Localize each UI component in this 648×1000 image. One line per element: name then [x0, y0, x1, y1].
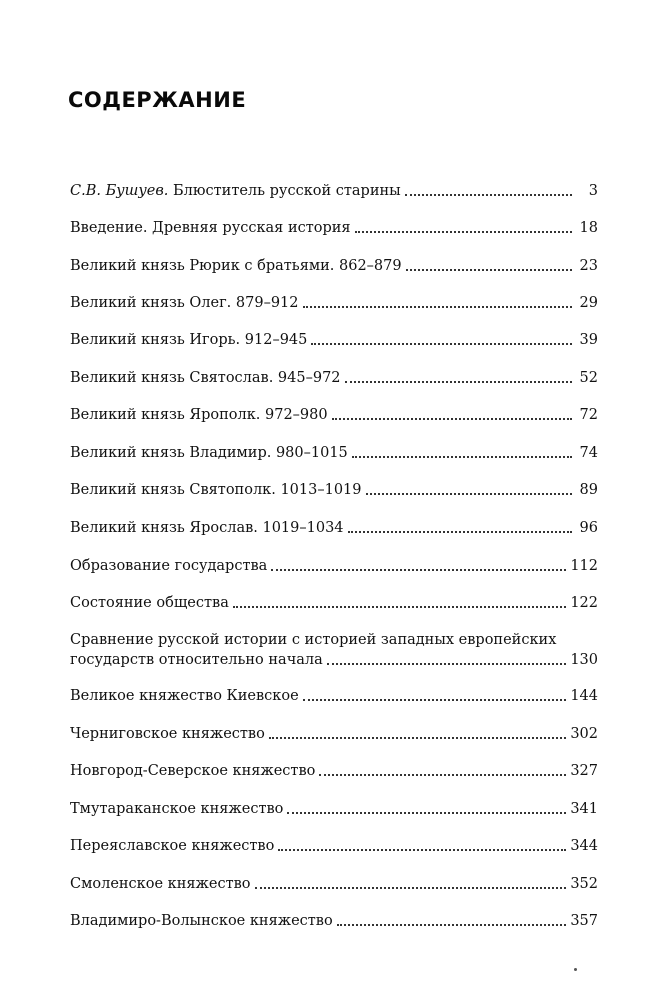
toc-entry-page: 52 [579, 370, 598, 386]
toc-entry-page: 341 [570, 801, 598, 817]
toc-entry [70, 593, 598, 613]
dot-leader [348, 531, 572, 533]
toc-entry-title: Смоленское княжество [70, 876, 251, 892]
toc-entry [70, 556, 598, 576]
dot-leader [327, 663, 567, 665]
dot-leader [337, 924, 567, 926]
toc-entry-page: 112 [570, 558, 598, 574]
toc-entry-page: 29 [579, 295, 598, 311]
toc-entry [70, 911, 598, 931]
toc-entry-title: Черниговское княжество [70, 726, 265, 742]
print-speck [574, 968, 577, 971]
toc-entry-page: 302 [570, 726, 598, 742]
dot-leader [332, 418, 572, 420]
toc-entry-title: Тмутараканское княжество [70, 801, 284, 817]
toc-entry-title: Великий князь Рюрик с братьями. 862–879 [70, 258, 402, 274]
toc-entry-title: Великий князь Игорь. 912–945 [70, 332, 308, 348]
toc-entry-title: Состояние общества [70, 595, 229, 611]
toc-entry-line2 [70, 650, 598, 670]
toc-entry [70, 724, 598, 744]
toc-entry [70, 330, 598, 350]
dot-leader [303, 306, 573, 308]
toc-entry-title: Великое княжество Киевское [70, 688, 299, 704]
toc-entry-title: Великий князь Святополк. 1013–1019 [70, 482, 362, 498]
toc-entry-page: 74 [579, 445, 598, 461]
toc-entry [70, 368, 598, 388]
dot-leader [319, 774, 566, 776]
toc-entry-title: Великий князь Ярополк. 972–980 [70, 407, 328, 423]
toc-entry [70, 443, 598, 463]
toc-entry-page: 39 [579, 332, 598, 348]
dot-leader [345, 381, 572, 383]
toc-entry [70, 293, 598, 313]
toc-entry [70, 518, 598, 538]
toc-entry-page: 72 [579, 407, 598, 423]
dot-leader [255, 887, 567, 889]
toc-entry-title-line1: Сравнение русской истории с историей западных европейских [70, 632, 557, 648]
toc-entry-author: С.В. Бушуев. [70, 183, 169, 199]
toc-entry-page: 23 [579, 258, 598, 274]
toc-entry [70, 405, 598, 425]
dot-leader [352, 456, 572, 458]
toc-entry-page: 344 [570, 838, 598, 854]
toc-entry-title-text: Блюститель русской старины [168, 183, 401, 199]
toc-entry-title: Великий князь Владимир. 980–1015 [70, 445, 348, 461]
toc-entry [70, 799, 598, 819]
toc-entry [70, 761, 598, 781]
dot-leader [406, 269, 572, 271]
toc-entry-page: 18 [579, 220, 598, 236]
toc-entry-title [70, 181, 401, 201]
toc-heading: СОДЕРЖАНИЕ [68, 88, 247, 112]
toc-entry-page: 122 [570, 595, 598, 611]
dot-leader [366, 493, 573, 495]
toc-entry [70, 836, 598, 856]
dot-leader [233, 606, 566, 608]
toc-entry-title-line2: государств относительно начала [70, 652, 323, 668]
toc-entry-page: 327 [570, 763, 598, 779]
toc-entry [70, 480, 598, 500]
toc-entry [70, 181, 598, 201]
toc-entry-title: Введение. Древняя русская история [70, 220, 351, 236]
dot-leader [405, 194, 572, 196]
toc-entry [70, 218, 598, 238]
dot-leader [278, 849, 566, 851]
toc-entry-title: Образование государства [70, 558, 268, 574]
dot-leader [311, 343, 572, 345]
dot-leader [271, 569, 566, 571]
toc-entry-title: Великий князь Ярослав. 1019–1034 [70, 520, 344, 536]
toc-entry-page: 130 [570, 652, 598, 668]
toc-entry-page: 96 [579, 520, 598, 536]
dot-leader [287, 812, 566, 814]
toc-entry-page: 357 [570, 913, 598, 929]
toc-entry-page: 3 [588, 183, 598, 199]
toc-entry-title: Переяславское княжество [70, 838, 275, 854]
toc-entry [70, 630, 598, 670]
dot-leader [303, 699, 567, 701]
toc-entry-title: Великий князь Святослав. 945–972 [70, 370, 341, 386]
dot-leader [355, 231, 572, 233]
toc-entry-page: 89 [579, 482, 598, 498]
toc-entry-title: Новгород-Северское княжество [70, 763, 316, 779]
toc-entry [70, 686, 598, 706]
toc-entry [70, 874, 598, 894]
toc-entry [70, 256, 598, 276]
toc-entry-title: Великий князь Олег. 879–912 [70, 295, 299, 311]
toc-entry-title: Владимиро-Волынское княжество [70, 913, 333, 929]
toc-entry-page: 352 [570, 876, 598, 892]
dot-leader [269, 737, 566, 739]
toc-entry-page: 144 [570, 688, 598, 704]
